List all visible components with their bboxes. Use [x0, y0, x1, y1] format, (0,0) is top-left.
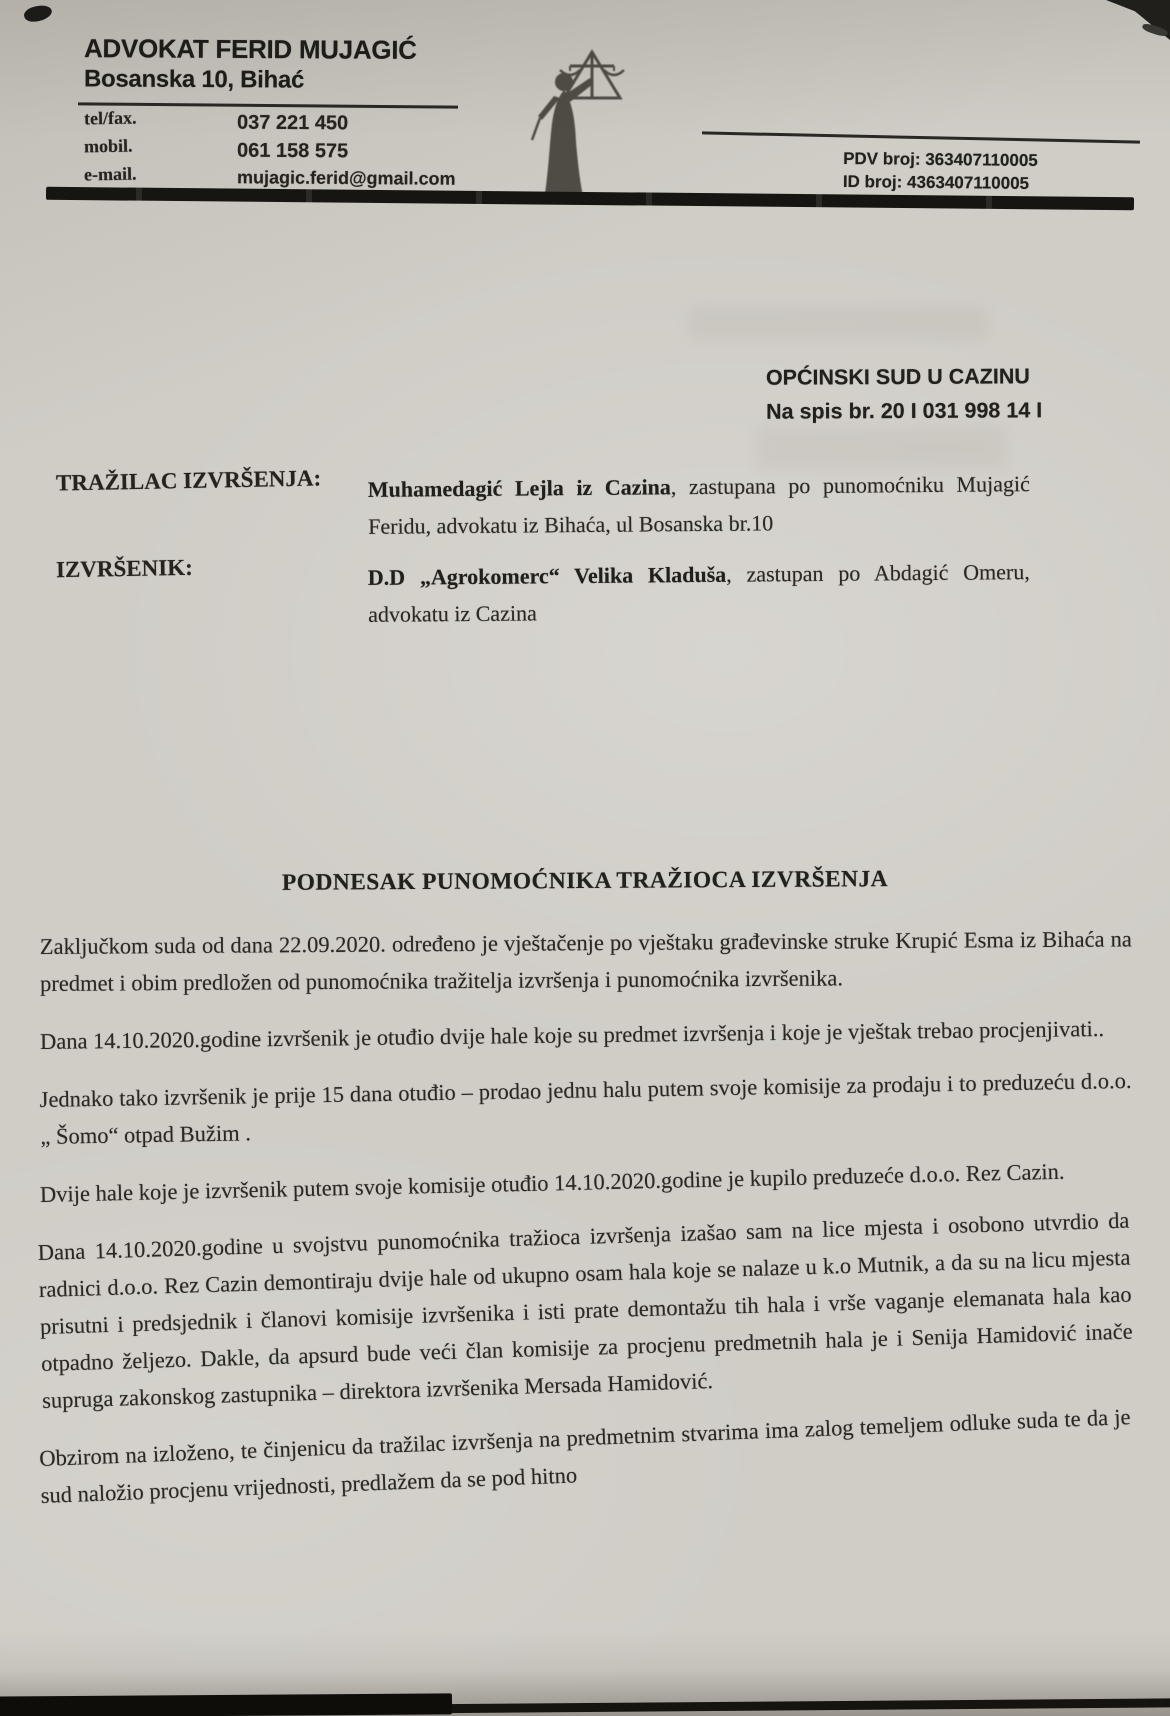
claimant-description — [368, 465, 1031, 545]
claimant-role-label: TRAŽILAC IZVRŠENJA: — [55, 465, 322, 496]
paragraph-4: Dvije hale koje je izvršenik putem svoje komisije otuđio 14.10.2020.godine je kupilo preduzeće d.o.o. Rez Cazin. — [39, 1158, 1065, 1207]
debtor-role-label: IZVRŠENIK: — [55, 554, 193, 583]
telfax-label: tel/fax. — [83, 107, 137, 129]
paragraph-6: Obzirom na izloženo, te činjenicu da tražilac izvršenja na predmetnim stvarima ima zalog temeljem odluke suda te da je sud naložio procjenu vrijednosti, predlažem da se pod hitno — [38, 1404, 1131, 1508]
ink-bleed-smudge — [688, 306, 988, 340]
paragraph-5: Dana 14.10.2020.godine u svojstvu punomoćnika tražioca izvršenja izašao sam na lice mjesta i osobono utvrdio da radnici d.o.o. Rez Cazin demontiraju dvije hale od ukupno osam hala koje se nalaze u k.o Mutnik, a da su na licu mjesta prisutni i predsjednik i članovi komisije izvršenika i isti prate demontažu tih hala i vrše vaganje elemanata hala kao otpadno željezo. Dakle, da apsurd bude veći član komisije za procjenu predmetnih hala je i Senija Hamidović inače supruga zakonskog zastupnika – direktora izvršenika Mersada Hamidović. — [37, 1207, 1133, 1413]
paragraph-3: Jednako tako izvršenik je prije 15 dana otuđio – prodao jednu halu putem svoje komisije za prodaju i to preduzeću d.o.o. „ Šomo“ otpad Bužim . — [39, 1067, 1132, 1149]
pdv-number: PDV broj: 363407110005 — [843, 148, 1038, 171]
claimant-name: Muhamedagić Lejla iz Cazina — [367, 474, 671, 502]
paragraph-2: Dana 14.10.2020.godine izvršenik je otuđio dvije hale koje su predmet izvršenja i koje je vještak trebao procjenjivati.. — [39, 1016, 1105, 1054]
letterhead-attorney-name: ADVOKAT FERID MUJAGIĆ — [83, 33, 417, 65]
lady-justice-emblem-icon — [520, 44, 640, 206]
scan-artifact-bottom-left — [0, 1693, 452, 1716]
mobile-label: mobil. — [83, 135, 133, 157]
debtor-name: D.D „Agrokomerc“ Velika Kladuša — [367, 561, 727, 590]
debtor-description — [368, 553, 1031, 633]
letterhead-divider-right — [702, 131, 1140, 143]
debtor-details: , zastupan po Abdagić Omeru, advokatu iz Cazina — [368, 559, 1030, 627]
court-name: OPĆINSKI SUD U CAZINU — [765, 364, 1030, 390]
document-title: PODNESAK PUNOMOĆNIKA TRAŽIOCA IZVRŠENJA — [281, 866, 889, 896]
paragraph-1: Zaključkom suda od dana 22.09.2020. određeno je vještačenje po vještaku građevinske struke Krupić Esma iz Bihaća na predmet i obim predložen od punomoćnika tražitelja izvršenja i punomoćnika izvršenika. — [39, 926, 1132, 996]
email-label: e-mail. — [83, 163, 137, 185]
case-reference: Na spis br. 20 I 031 998 14 I — [766, 398, 1043, 424]
mobile-number: 061 158 575 — [236, 139, 349, 163]
letterhead-address: Bosanska 10, Bihać — [83, 65, 305, 94]
tax-id-block — [843, 147, 1038, 195]
telfax-number: 037 221 450 — [236, 111, 349, 135]
court-block — [766, 359, 1042, 428]
ink-bleed-smudge — [756, 426, 1006, 470]
document-body — [37, 926, 1133, 1535]
scan-artifact-top-left — [23, 3, 54, 24]
claimant-details: , zastupana po punomoćniku Mujagić Feridu, advokatu iz Bihaća, ul Bosanska br.10 — [368, 471, 1030, 539]
id-number: ID broj: 4363407110005 — [842, 171, 1030, 193]
email-address: mujagic.ferid@gmail.com — [236, 167, 456, 189]
